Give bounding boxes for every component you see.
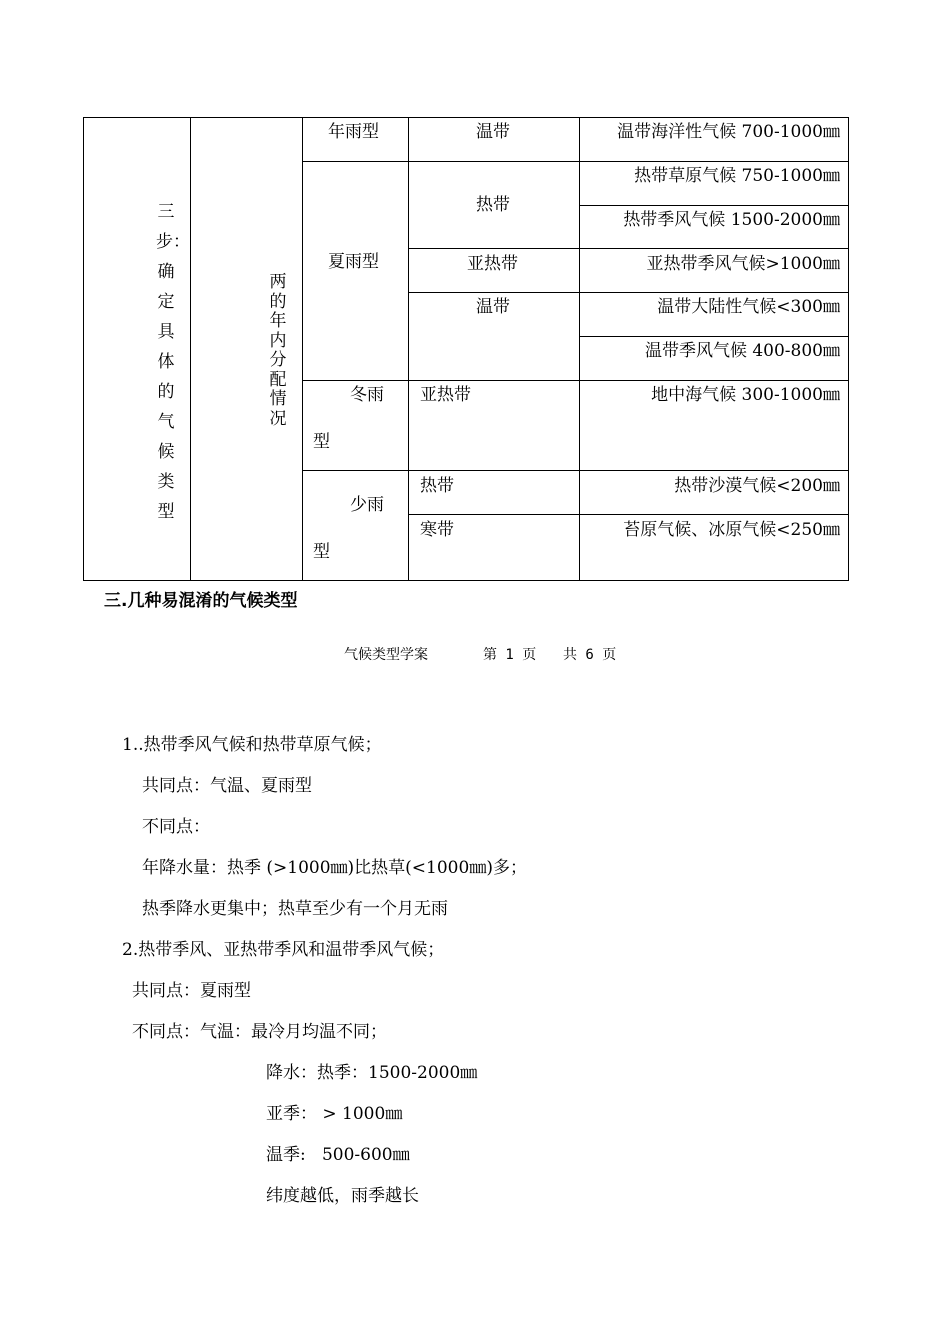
climate-temperate-continental: 温带大陆性气候<300㎜ [657,297,840,317]
zone-tropical: 热带 [476,195,510,215]
zone-tropical-2: 热带 [420,476,454,496]
zone-frigid: 寒带 [420,520,454,540]
type-year-rain: 年雨型 [328,122,379,142]
item1-concentrated: 热季降水更集中；热草至少有一个月无雨 [142,899,448,919]
zone-subtropical-2: 亚热带 [420,385,471,405]
zone-subtropical: 亚热带 [467,254,518,274]
type-summer-rain: 夏雨型 [328,252,379,272]
item1-rain: 年降水量：热季 (>1000㎜)比热草(<1000㎜)多； [142,858,527,878]
climate-temperate-maritime: 温带海洋性气候 700-1000㎜ [617,122,840,142]
climate-tundra-icecap: 苔原气候、冰原气候<250㎜ [623,520,840,540]
item2-diff: 不同点：气温：最冷月均温不同； [132,1022,387,1042]
distribution-label: 两的年内分配情况 [269,272,287,429]
item2-title: 2.热带季风、亚热带季风和温带季风气候； [122,940,445,960]
climate-tropical-monsoon: 热带季风气候 1500-2000㎜ [623,210,840,230]
item2-rain-sub: 亚季： > 1000㎜ [266,1104,403,1124]
item2-rain-temp: 温季: 500-600㎜ [266,1145,410,1165]
section-heading: 三.几种易混淆的气候类型 [104,591,298,611]
type-winter-rain-line2: 型 [313,432,330,452]
step-label: 三步：确定具体的气候类型 [156,202,190,522]
zone-temperate: 温带 [476,122,510,142]
type-little-rain-line1: 少雨 [350,495,384,515]
item2-latitude: 纬度越低，雨季越长 [266,1186,419,1206]
type-little-rain-line2: 型 [313,542,330,562]
item1-common: 共同点：气温、夏雨型 [142,776,312,796]
climate-mediterranean: 地中海气候 300-1000㎜ [651,385,840,405]
item2-common: 共同点：夏雨型 [132,981,251,1001]
item2-rain-hot: 降水：热季：1500-2000㎜ [266,1063,478,1083]
climate-tropical-desert: 热带沙漠气候<200㎜ [674,476,840,496]
footer-doc-title: 气候类型学案 [344,647,428,663]
climate-subtropical-monsoon: 亚热带季风气候>1000㎜ [646,254,840,274]
type-winter-rain-line1: 冬雨 [350,385,384,405]
footer-total-pages: 共 6 页 [563,647,617,663]
climate-tropical-savanna: 热带草原气候 750-1000㎜ [634,166,840,186]
item1-diff: 不同点： [142,817,210,837]
item1-title: 1..热带季风气候和热带草原气候； [122,735,382,755]
climate-temperate-monsoon: 温带季风气候 400-800㎜ [644,341,840,361]
zone-temperate-2: 温带 [476,297,510,317]
footer-page-number: 第 1 页 [483,647,537,663]
